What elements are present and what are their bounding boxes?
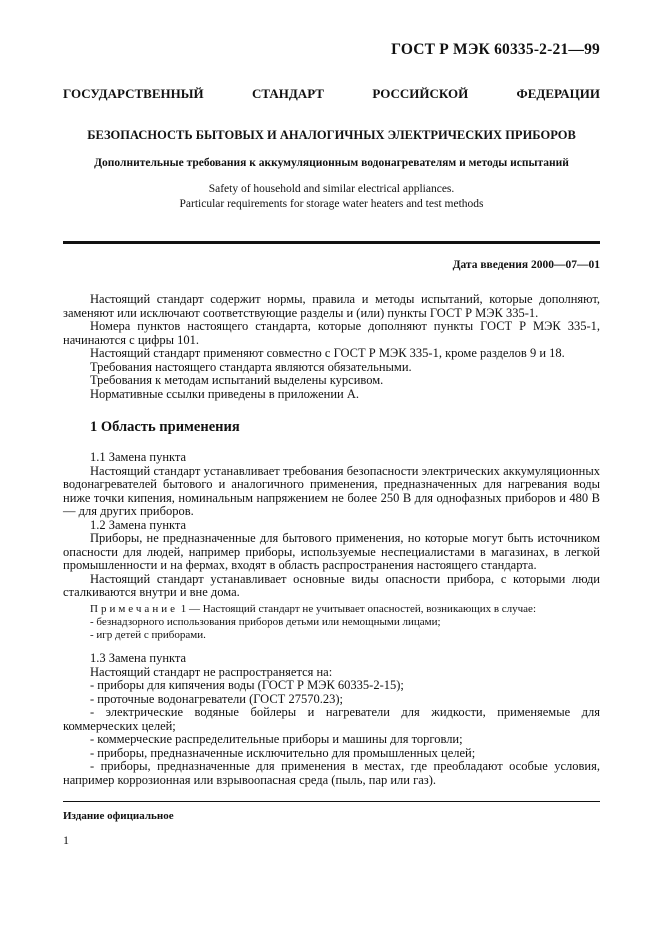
list-item: - электрические водяные бойлеры и нагреватели для жидкости, применяемые для коммерческих целей; (63, 705, 600, 733)
note-item: - безнадзорного использования приборов детьми или немощными лицами; (90, 616, 441, 628)
state-standard-heading: ГОСУДАРСТВЕННЫЙ СТАНДАРТ РОССИЙСКОЙ ФЕДЕРАЦИИ (63, 86, 600, 101)
official-edition-label: Издание официальное (63, 810, 174, 822)
clause-paragraph: Настоящий стандарт не распространяется на: (90, 664, 333, 679)
standard-code: ГОСТ Р МЭК 60335-2-21—99 (391, 41, 600, 58)
english-title-line-2: Particular requirements for storage water heaters and test methods (179, 198, 484, 210)
note-label: Примечание (90, 603, 178, 615)
clause-1-1-1-2 (63, 451, 600, 600)
clause-paragraph: Настоящий стандарт устанавливает основные виды опасности прибора, с которыми люди сталкиваются внутри и вне дома. (63, 571, 600, 599)
intro-paragraph: Требования к методам испытаний выделены курсивом. (90, 373, 384, 387)
clause-1-3 (63, 652, 600, 787)
list-item: - коммерческие распределительные приборы и машины для торговли; (90, 732, 463, 746)
intro-paragraph: Нормативные ссылки приведены в приложении А. (90, 386, 359, 401)
note-line (63, 603, 600, 616)
list-item: - приборы, предназначенные для применения в местах, где преобладают особые условия, например коррозионная или взрывоопасная среда (пыль, пар или газ). (63, 759, 600, 787)
clause-paragraph: Настоящий стандарт устанавливает требования безопасности электрических аккумуляционных водонагревателей бытового и аналогичного применения, предназначенных для нагревания воды ниже точки кипения, номинальным напряжением не более 250 В для однофазных приборов и 480 В — для других приборов. (63, 463, 600, 518)
clause-paragraph: Приборы, не предназначенные для бытового применения, но которые могут быть источником опасности для людей, например приборы, используемые неспециалистами в магазинах, в легкой промышленности и на фермах, входят в область распространения настоящего стандарта. (63, 531, 600, 572)
page-number: 1 (63, 833, 69, 847)
title-divider (63, 241, 600, 244)
document-title: БЕЗОПАСНОСТЬ БЫТОВЫХ И АНАЛОГИЧНЫХ ЭЛЕКТРИЧЕСКИХ ПРИБОРОВ (87, 128, 576, 142)
document-subtitle: Дополнительные требования к аккумуляционным водонагревателям и методы испытаний (94, 157, 569, 169)
intro-paragraph: Требования настоящего стандарта являются обязательными. (90, 359, 412, 374)
section-1-heading: 1 Область применения (90, 419, 240, 435)
english-title (63, 182, 600, 212)
clause-heading: 1.2 Замена пункта (90, 517, 187, 532)
list-item: - приборы для кипячения воды (ГОСТ Р МЭК 60335-2-15); (90, 678, 404, 692)
note-text: 1 — Настоящий стандарт не учитывает опасностей, возникающих в случае: (177, 603, 536, 615)
list-item: - приборы, предназначенные исключительно для промышленных целей; (90, 745, 476, 760)
list-item: - проточные водонагреватели (ГОСТ 27570.23); (90, 691, 343, 706)
intro-paragraph: Номера пунктов настоящего стандарта, которые дополняют пункты ГОСТ Р МЭК 335-1, начинаются с цифры 101. (63, 319, 600, 347)
note-1 (63, 603, 600, 642)
intro-text (63, 293, 600, 401)
note-item: - игр детей с приборами. (90, 629, 206, 641)
english-title-line-1: Safety of household and similar electrical appliances. (208, 183, 455, 195)
introduction-date: Дата введения 2000—07—01 (452, 259, 600, 271)
intro-paragraph: Настоящий стандарт содержит нормы, правила и методы испытаний, которые дополняют, заменяют или исключают соответствующие разделы и (или) пункты ГОСТ Р МЭК 335-1. (63, 292, 600, 320)
clause-heading: 1.3 Замена пункта (90, 651, 187, 665)
intro-paragraph: Настоящий стандарт применяют совместно с ГОСТ Р МЭК 335-1, кроме разделов 9 и 18. (90, 346, 565, 360)
footer-divider (63, 801, 600, 802)
clause-heading: 1.1 Замена пункта (90, 450, 187, 464)
